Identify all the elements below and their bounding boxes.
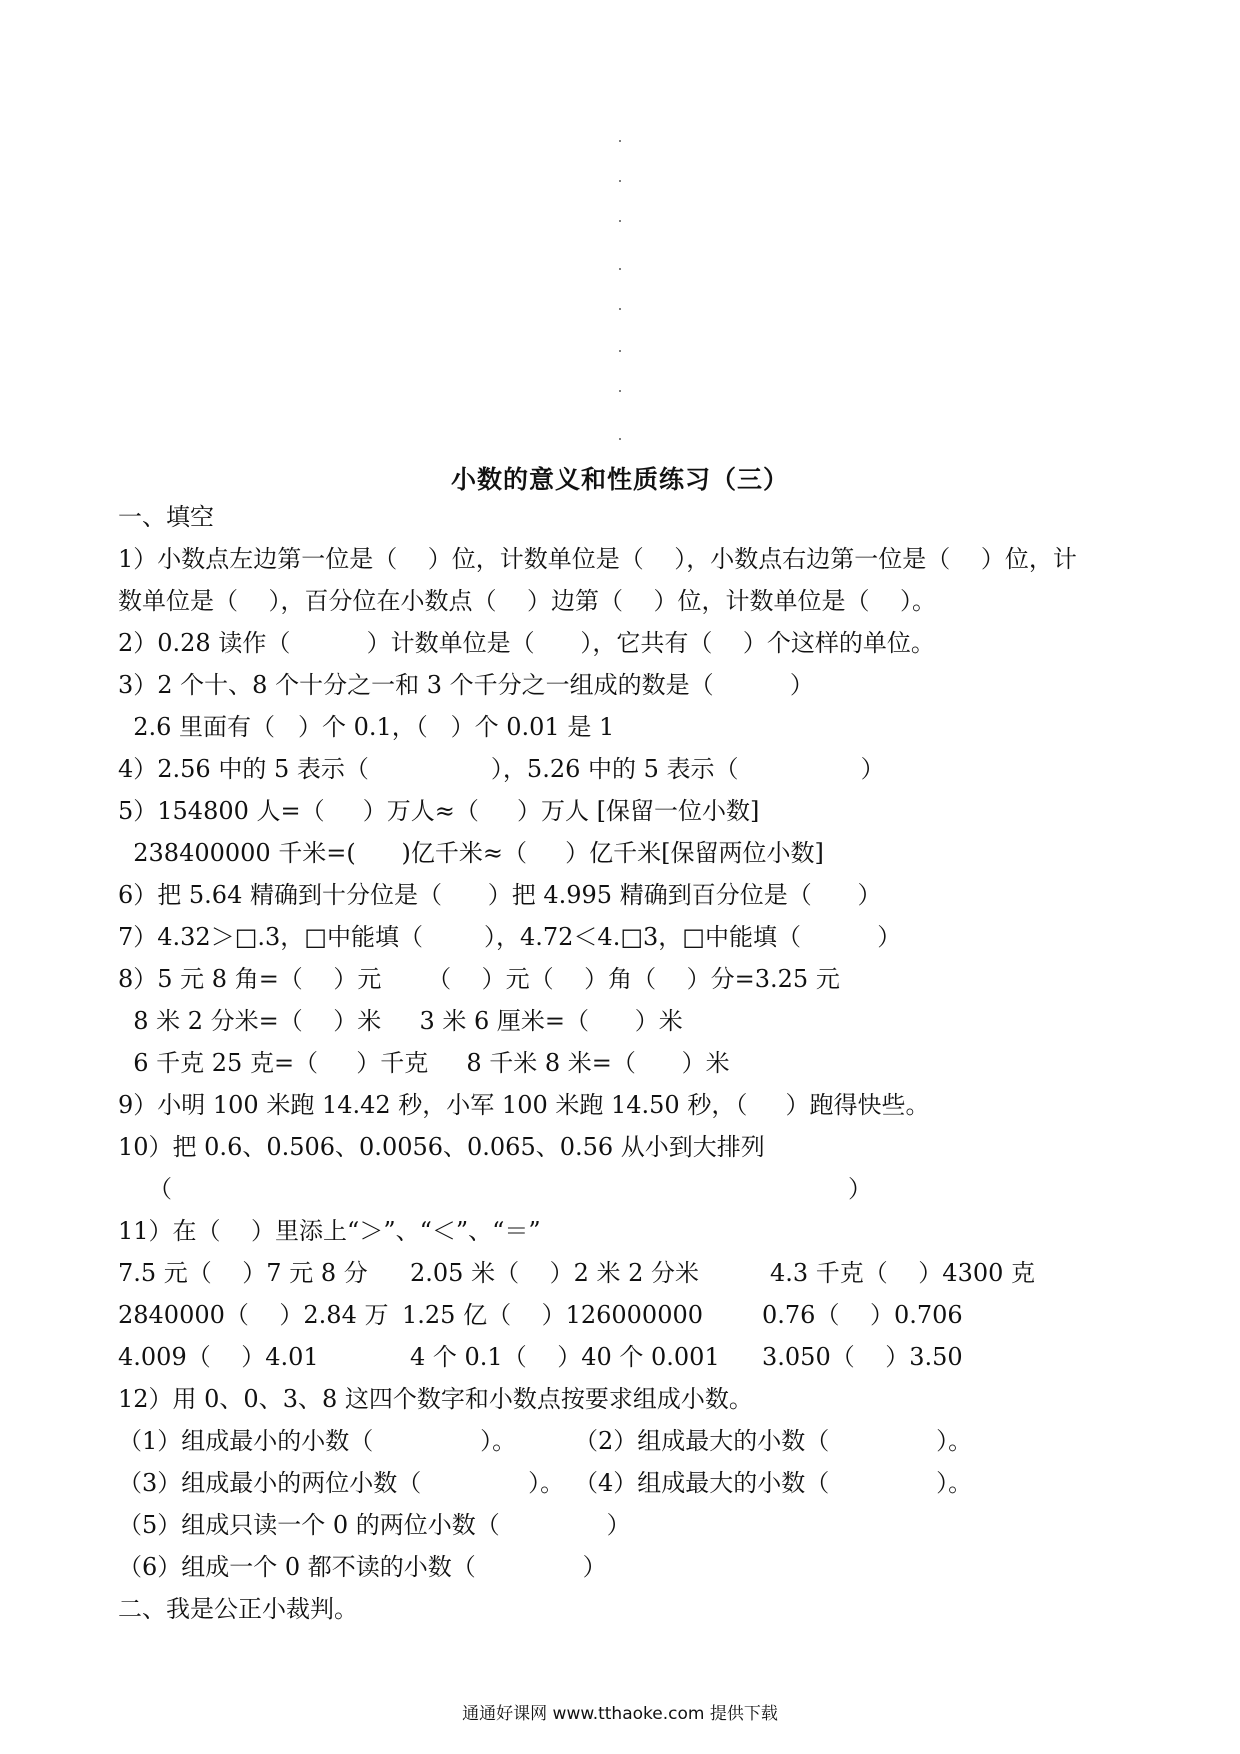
- question-12-part-5: （5）组成只读一个 0 的两位小数（ ）: [118, 1511, 631, 1539]
- compare-item: 4 个 0.1（ ）40 个 0.001: [410, 1343, 720, 1371]
- question-8-line-1: 8）5 元 8 角=（ ）元 （ ）元（ ）角（ ）分=3.25 元: [118, 965, 840, 993]
- question-7: 7）4.32＞□.3，□中能填（ ），4.72＜4.□3，□中能填（ ）: [118, 923, 902, 951]
- section-heading-fill-blank: 一、填空: [118, 503, 214, 531]
- question-6: 6）把 5.64 精确到十分位是（ ）把 4.995 精确到百分位是（ ）: [118, 881, 882, 909]
- question-9: 9）小明 100 米跑 14.42 秒，小军 100 米跑 14.50 秒，（ ）跑得快些。: [118, 1091, 930, 1119]
- question-5-line-2: 238400000 千米=( )亿千米≈（ ）亿千米[保留两位小数]: [118, 839, 824, 867]
- question-1-line-1: 1）小数点左边第一位是（ ）位，计数单位是（ ），小数点右边第一位是（ ）位，计: [118, 545, 1077, 573]
- question-1-line-2: 数单位是（ ），百分位在小数点（ ）边第（ ）位，计数单位是（ ）。: [118, 587, 937, 615]
- question-10-answer-close: ）: [848, 1175, 872, 1203]
- question-12-part-3: （3）组成最小的两位小数（ ）。: [118, 1469, 565, 1497]
- compare-item: 3.050（ ）3.50: [762, 1343, 963, 1371]
- question-12-part-6: （6）组成一个 0 都不读的小数（ ）: [118, 1553, 607, 1581]
- question-4: 4）2.56 中的 5 表示（ ），5.26 中的 5 表示（ ）: [118, 755, 885, 783]
- question-3-line-1: 3）2 个十、8 个十分之一和 3 个千分之一组成的数是（ ）: [118, 671, 814, 699]
- page-title: 小数的意义和性质练习（三）: [450, 465, 789, 494]
- compare-item: 0.76（ ）0.706: [762, 1301, 963, 1329]
- page-footer: 通通好课网 www.tthaoke.com 提供下载: [462, 1704, 778, 1724]
- question-11: 11）在（ ）里添上“＞”、“＜”、“＝”: [118, 1217, 541, 1245]
- compare-item: 2840000（ ）2.84 万: [118, 1301, 389, 1329]
- question-8-line-3: 6 千克 25 克=（ ）千克 8 千米 8 米=（ ）米: [118, 1049, 730, 1077]
- question-12-part-2: （2）组成最大的小数（ ）。: [574, 1427, 973, 1455]
- question-10-line-1: 10）把 0.6、0.506、0.0056、0.065、0.56 从小到大排列: [118, 1133, 765, 1161]
- question-5-line-1: 5）154800 人=（ ）万人≈（ ）万人 [保留一位小数]: [118, 797, 760, 825]
- compare-item: 2.05 米（ ）2 米 2 分米: [410, 1259, 700, 1287]
- question-12: 12）用 0、0、3、8 这四个数字和小数点按要求组成小数。: [118, 1385, 753, 1413]
- compare-item: 7.5 元（ ）7 元 8 分: [118, 1259, 368, 1287]
- question-8-line-2: 8 米 2 分米=（ ）米 3 米 6 厘米=（ ）米: [118, 1007, 683, 1035]
- compare-item: 4.009（ ）4.01: [118, 1343, 319, 1371]
- compare-item: 4.3 千克（ ）4300 克: [770, 1259, 1036, 1287]
- question-12-part-1: （1）组成最小的小数（ ）。: [118, 1427, 517, 1455]
- question-2: 2）0.28 读作（ ）计数单位是（ ），它共有（ ）个这样的单位。: [118, 629, 935, 657]
- question-12-part-4: （4）组成最大的小数（ ）。: [574, 1469, 973, 1497]
- section-heading-judge: 二、我是公正小裁判。: [118, 1595, 358, 1623]
- question-3-line-2: 2.6 里面有（ ）个 0.1，（ ）个 0.01 是 1: [118, 713, 615, 741]
- compare-item: 1.25 亿（ ）126000000: [402, 1301, 704, 1329]
- question-10-answer-open: （: [148, 1175, 172, 1203]
